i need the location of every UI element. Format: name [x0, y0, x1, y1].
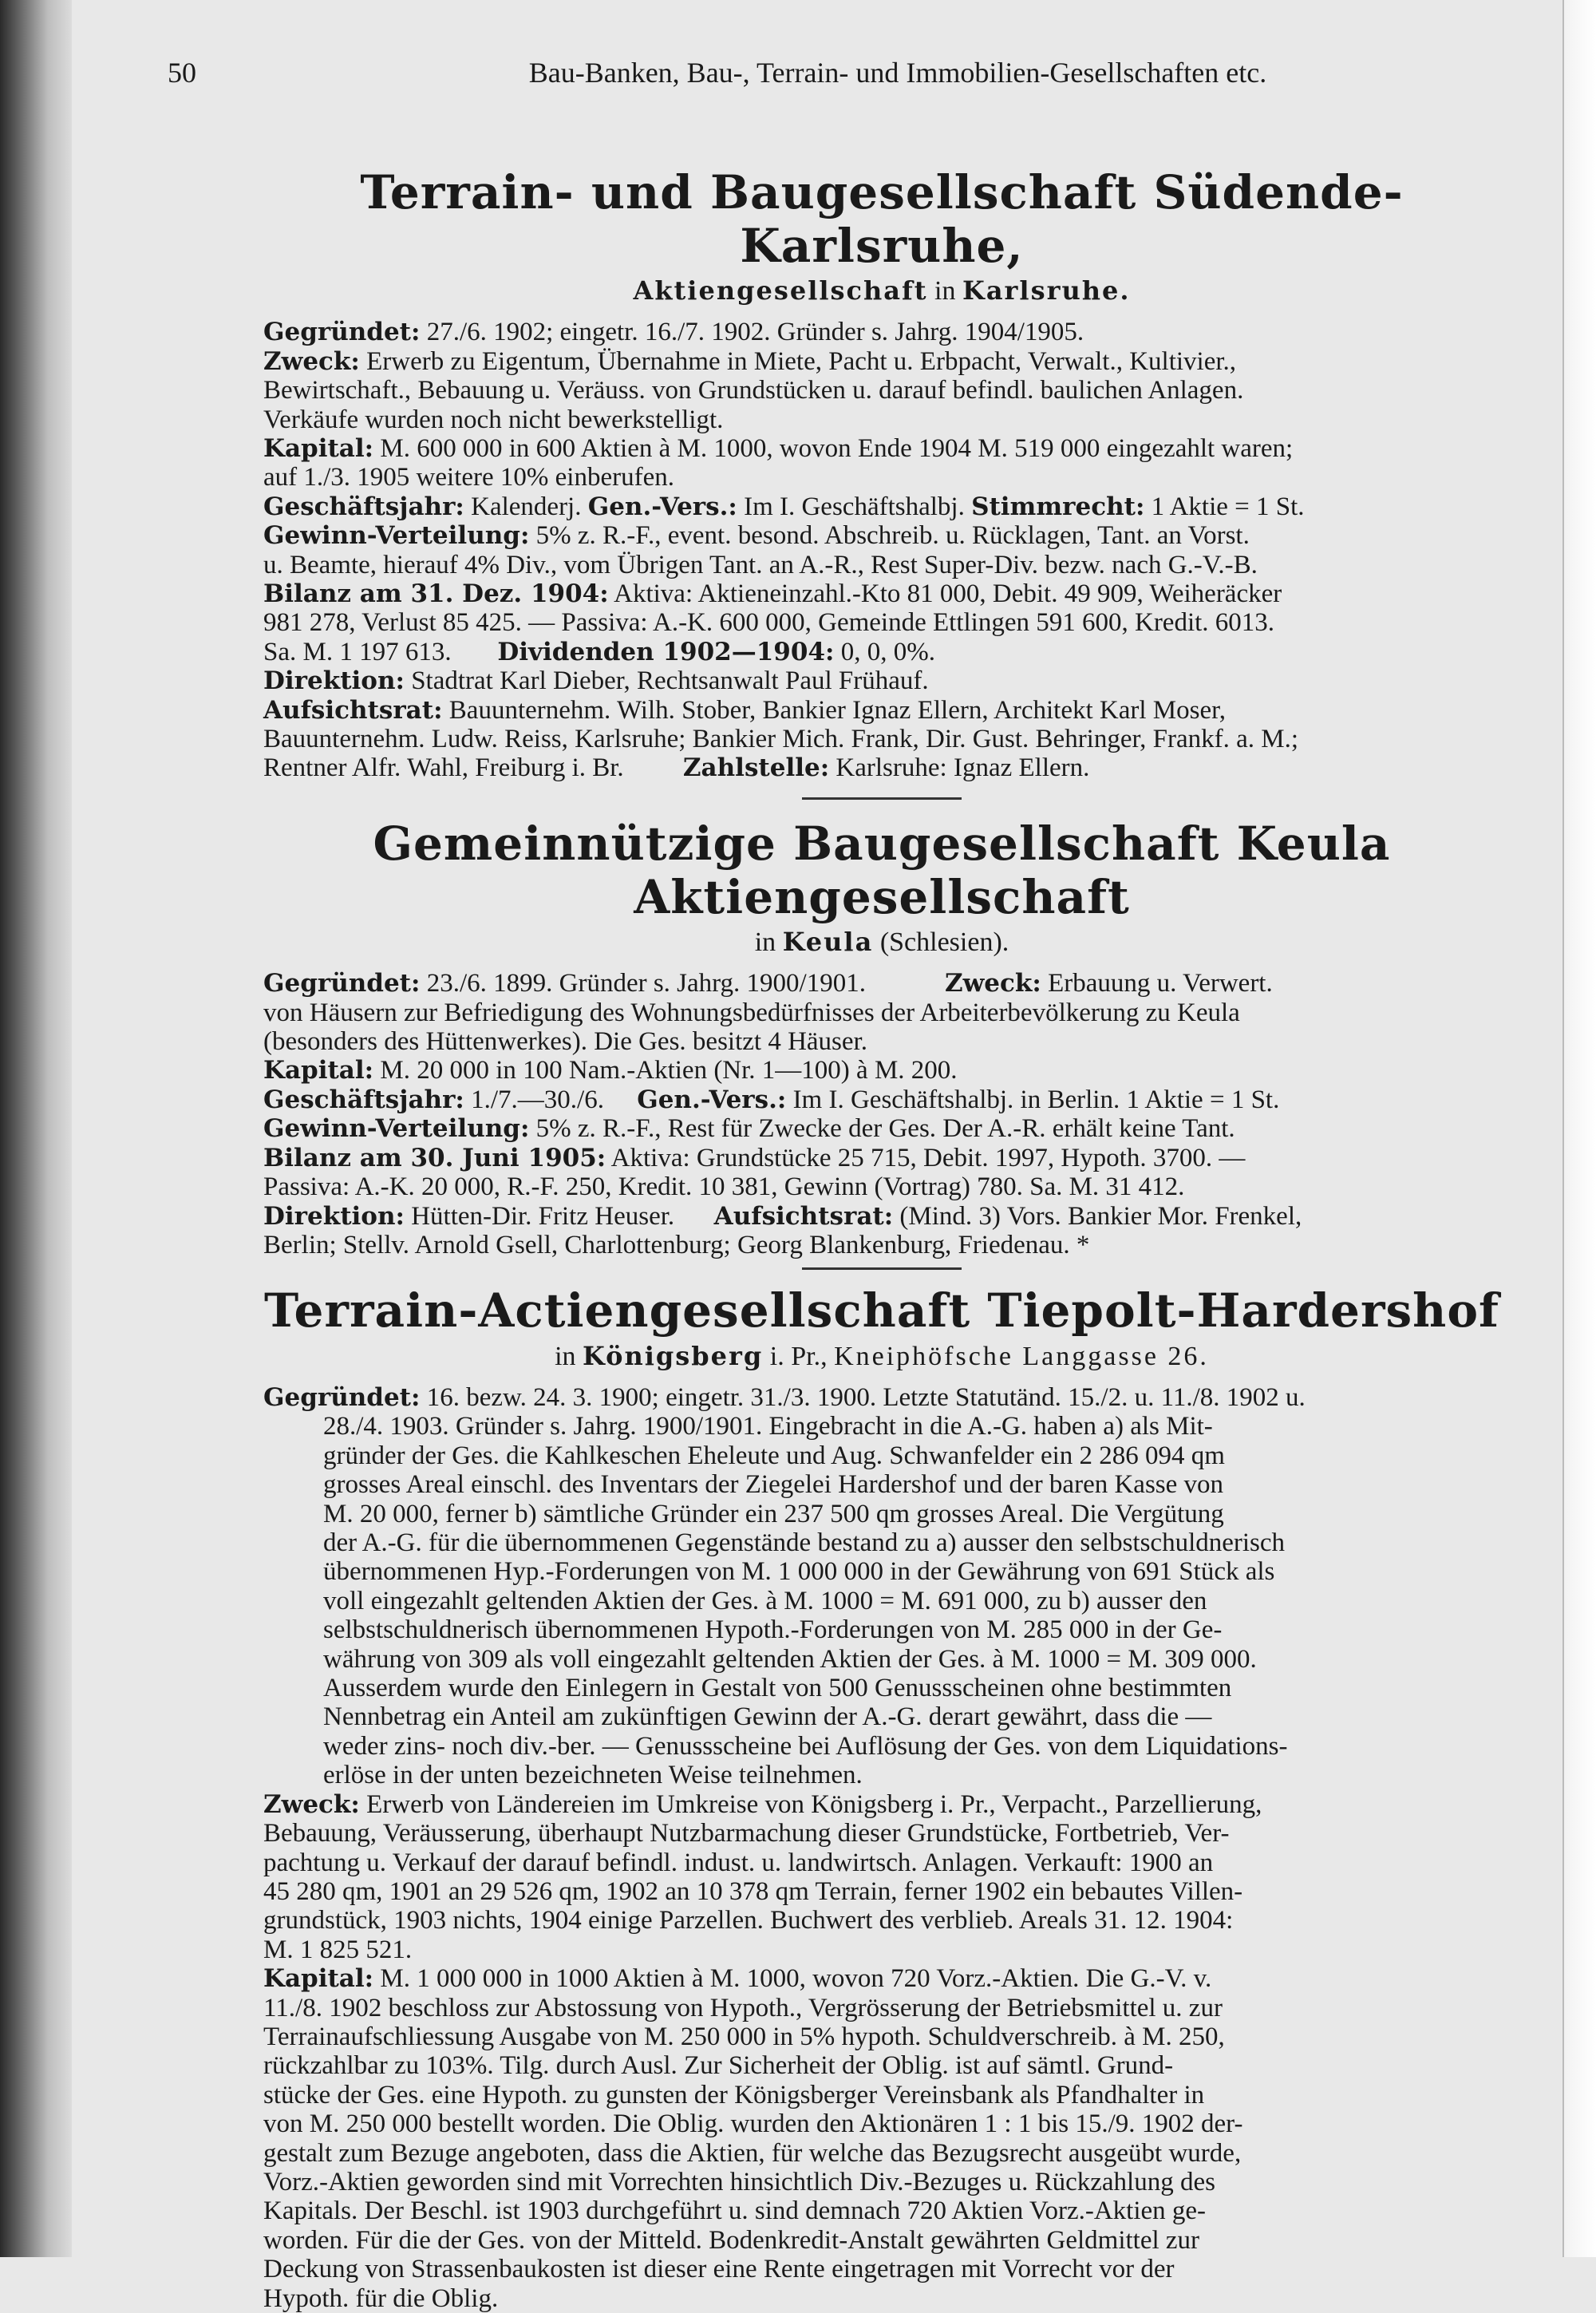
- label-direktion: Direktion:: [263, 1201, 405, 1231]
- entry1-company-type: Aktiengesellschaft: [633, 275, 928, 306]
- entry3-text-line: Kapitals. Der Beschl. ist 1903 durchgeführt u. sind demnach 720 Aktien Vorz.-Aktien ge-: [263, 2196, 1207, 2226]
- entry1-profit: [263, 521, 1500, 550]
- text: Aktiva: Grundstücke 25 715, Debit. 1997, Hypoth. 3700. —: [610, 1143, 1246, 1172]
- entry3-text-line: 28./4. 1903. Gründer s. Jahrg. 1900/1901. Eingebracht in die A.-G. haben a) als Mit-: [323, 1412, 1213, 1441]
- entry3-text-line: voll eingezahlt geltenden Aktien der Ges. à M. 1000 = M. 691 000, zu b) ausser den: [323, 1586, 1207, 1615]
- entry3-subtitle: [263, 1341, 1500, 1372]
- label-aufsichtsrat: Aufsichtsrat:: [713, 1201, 894, 1231]
- text: 5% z. R.-F., event. besond. Abschreib. u. Rücklagen, Tant. an Vorst.: [535, 521, 1250, 551]
- text: Hütten-Dir. Fritz Heuser.: [411, 1201, 675, 1231]
- text: M. 20 000 in 100 Nam.-Aktien (Nr. 1—100) à M. 200.: [380, 1056, 958, 1085]
- text: Im I. Geschäftshalbj.: [744, 492, 965, 521]
- entry1-text-line: Verkäufe wurden noch nicht bewerkstelligt.: [263, 405, 724, 434]
- entry3-text-line: grundstück, 1903 nichts, 1904 einige Parzellen. Buchwert des verblieb. Areals 31. 12. 1904:: [263, 1906, 1234, 1935]
- entry2-region: (Schlesien).: [879, 927, 1009, 958]
- label-kapital: Kapital:: [263, 434, 374, 463]
- entry1-text-line: Bewirtschaft., Bebauung u. Veräuss. von Grundstücken u. darauf befindl. baulichen Anlagen.: [263, 376, 1244, 405]
- entry3-text-line: von M. 250 000 bestellt worden. Die Oblig. wurden den Aktionären 1 : 1 bis 15./9. 1902 der-: [263, 2109, 1243, 2139]
- label-kapital: Kapital:: [263, 1056, 374, 1085]
- label-gewinn-verteilung: Gewinn-Verteilung:: [263, 521, 530, 551]
- label-gegruendet: Gegründet:: [263, 318, 421, 347]
- entry2-text-line: (besonders des Hüttenwerkes). Die Ges. besitzt 4 Häuser.: [263, 1027, 867, 1057]
- label-gen-vers: Gen.-Vers.:: [637, 1085, 787, 1114]
- text: M. 1 000 000 in 1000 Aktien à M. 1000, wovon 720 Vorz.-Aktien. Die G.-V. v.: [380, 1964, 1212, 1994]
- entry2-profit: [263, 1114, 1500, 1143]
- document-page: [168, 56, 1500, 2313]
- entry3-text-line: Deckung von Strassenbaukosten ist dieser eine Rente eingetragen mit Vorrecht vor der: [263, 2255, 1175, 2284]
- entry3-text-line: gründer der Ges. die Kahlkeschen Eheleute und Aug. Schwanfelder ein 2 286 094 qm: [323, 1441, 1225, 1470]
- entry2-founded: [263, 969, 1500, 998]
- section-divider: [802, 1267, 962, 1270]
- text: Im I. Geschäftshalbj. in Berlin. 1 Aktie = 1 St.: [792, 1085, 1280, 1114]
- entry3-text-line: pachtung u. Verkauf der darauf befindl. indust. u. landwirtsch. Anlagen. Verkauft: 1900 an: [263, 1848, 1214, 1877]
- label-zahlstelle: Zahlstelle:: [682, 753, 830, 783]
- entry2-title: Gemeinnützige Baugesellschaft Keula Aktiengesellschaft: [373, 816, 1391, 924]
- entry3-text-line: erlöse in der unten bezeichneten Weise teilnehmen.: [323, 1761, 863, 1790]
- entry3-text-line: Hypoth. für die Oblig.: [263, 2283, 499, 2313]
- text: 16. bezw. 24. 3. 1900; eingetr. 31./3. 1900. Letzte Statutänd. 15./2. u. 11./8. 1902 u.: [426, 1383, 1306, 1412]
- text: 23./6. 1899. Gründer s. Jahrg. 1900/1901.: [426, 969, 866, 998]
- entry1-fiscal: [263, 492, 1500, 521]
- label-direktion: Direktion:: [263, 666, 405, 696]
- entry3-text-line: M. 20 000, ferner b) sämtliche Gründer ein 237 500 qm grosses Areal. Die Vergütung: [323, 1499, 1224, 1528]
- label-gewinn-verteilung: Gewinn-Verteilung:: [263, 1114, 530, 1144]
- entry3-address: Kneiphöfsche Langgasse 26.: [834, 1342, 1209, 1371]
- entry3-text-line: 11./8. 1902 beschloss zur Abstossung von Hypoth., Vergrösserung der Betriebsmittel u. zur: [263, 1993, 1223, 2022]
- entry1-in: in: [934, 276, 956, 306]
- entry3-text-line: weder zins- noch div.-ber. — Genussscheine bei Auflösung der Ges. von dem Liquidations-: [323, 1731, 1288, 1761]
- entry3-region: i. Pr.,: [769, 1342, 828, 1371]
- entry1-text-line: u. Beamte, hierauf 4% Div., vom Übrigen Tant. an A.-R., Rest Super-Div. bezw. nach G.-V.-B.: [263, 550, 1258, 579]
- entry3-title: Terrain-Actiengesellschaft Tiepolt-Hardershof: [264, 1283, 1499, 1338]
- entry3-text-line: stücke der Ges. eine Hypoth. zu gunsten der Königsberger Vereinsbank als Pfandhalter in: [263, 2080, 1205, 2109]
- entry2-capital: [263, 1056, 1500, 1085]
- entry1-capital: [263, 434, 1500, 463]
- text: Kalenderj.: [471, 492, 582, 521]
- label-geschaeftsjahr: Geschäftsjahr:: [263, 1085, 464, 1114]
- entry3-text-line: der A.-G. für die übernommenen Gegenstände bestand zu a) ausser den selbstschuldnerisch: [323, 1528, 1286, 1558]
- text: Karlsruhe: Ignaz Ellern.: [836, 753, 1090, 783]
- label-dividenden: Dividenden 1902—1904:: [497, 637, 835, 666]
- entry1-paying-agent: [263, 753, 1500, 782]
- entry2-fiscal: [263, 1085, 1500, 1114]
- entry1-balance: [263, 579, 1500, 608]
- running-header: [168, 56, 1500, 89]
- entry3-text-line: selbstschuldnerisch übernommenen Hypoth.-Forderungen von M. 285 000 in der Ge-: [323, 1615, 1223, 1645]
- text: Erbauung u. Verwert.: [1048, 969, 1273, 998]
- entry3-text-line: gestalt zum Bezuge angeboten, dass die Aktien, für welche das Bezugsrecht ausgeübt wurde,: [263, 2138, 1242, 2168]
- entry3-text-line: Terrainaufschliessung Ausgabe von M. 250 000 in 5% hypoth. Schuldverschreib. à M. 250,: [263, 2022, 1225, 2051]
- text: 5% z. R.-F., Rest für Zwecke der Ges. Der A.-R. erhält keine Tant.: [535, 1114, 1235, 1144]
- entry3-text-line: rückzahlbar zu 103%. Tilg. durch Ausl. Zur Sicherheit der Oblig. ist auf sämtl. Grund-: [263, 2051, 1174, 2081]
- text: Rentner Alfr. Wahl, Freiburg i. Br.: [263, 753, 624, 783]
- entry3-text-line: Ausserdem wurde den Einlegern in Gestalt von 500 Genussscheinen ohne bestimmten: [323, 1674, 1232, 1703]
- entry1-founded: [263, 318, 1500, 346]
- entry1-text-line: auf 1./3. 1905 weitere 10% einberufen.: [263, 463, 674, 492]
- label-aufsichtsrat: Aufsichtsrat:: [263, 695, 443, 725]
- entry2-in: in: [754, 927, 776, 958]
- text: Aktiva: Aktieneinzahl.-Kto 81 000, Debit. 49 909, Weiheräcker: [614, 579, 1282, 609]
- entry3-text-line: Bebauung, Veräusserung, überhaupt Nutzbarmachung dieser Grundstücke, Fortbetrieb, Ver-: [263, 1819, 1230, 1848]
- entry3-text-line: grosses Areal einschl. des Inventars der Ziegelei Hardershof und der baren Kasse von: [323, 1470, 1224, 1500]
- entry3-text-line: übernommenen Hyp.-Forderungen von M. 1 000 000 in der Gewährung von 691 Stück als: [323, 1557, 1275, 1587]
- entry3-city: Königsberg: [583, 1341, 764, 1371]
- entry3-text-line: worden. Für die der Ges. von der Mitteld. Bodenkredit-Anstalt gewährten Geldmittel zur: [263, 2225, 1200, 2255]
- entry1-city: Karlsruhe.: [962, 275, 1131, 306]
- text: 1 Aktie = 1 St.: [1151, 492, 1305, 521]
- entry1-purpose: [263, 347, 1500, 376]
- label-zweck: Zweck:: [263, 346, 360, 376]
- entry2-board: [263, 1202, 1500, 1231]
- label-gegruendet: Gegründet:: [263, 969, 421, 998]
- label-gen-vers: Gen.-Vers.:: [587, 492, 737, 521]
- text: Erwerb zu Eigentum, Übernahme in Miete, Pacht u. Erbpacht, Verwalt., Kultivier.,: [366, 346, 1237, 376]
- label-geschaeftsjahr: Geschäftsjahr:: [263, 492, 464, 521]
- entry1-board: [263, 666, 1500, 695]
- entry3-text-line: Vorz.-Aktien geworden sind mit Vorrechten hinsichtlich Div.-Bezuges u. Rückzahlung des: [263, 2167, 1215, 2196]
- text: M. 600 000 in 600 Aktien à M. 1000, wovon Ende 1904 M. 519 000 eingezahlt waren;: [380, 434, 1294, 463]
- entry2-text-line: Berlin; Stellv. Arnold Gsell, Charlottenburg; Georg Blankenburg, Friedenau. *: [263, 1230, 1090, 1259]
- text: 1./7.—30./6.: [471, 1085, 604, 1114]
- entry2-balance: [263, 1144, 1500, 1172]
- entry3-capital: [263, 1964, 1500, 1993]
- entry1-title: Terrain- und Baugesellschaft Südende-Karlsruhe,: [360, 165, 1404, 273]
- entry3-text-line: währung von 309 als voll eingezahlt geltenden Aktien der Ges. à M. 1000 = M. 309 000.: [323, 1644, 1257, 1674]
- label-bilanz: Bilanz am 30. Juni 1905:: [263, 1143, 606, 1172]
- entry1-text-line: 981 278, Verlust 85 425. — Passiva: A.-K. 600 000, Gemeinde Ettlingen 591 600, Kredit. 6013.: [263, 608, 1275, 638]
- entry3-text-line: 45 280 qm, 1901 an 29 526 qm, 1902 an 10 378 qm Terrain, ferner 1902 ein bebautes Villen-: [263, 1876, 1243, 1906]
- entry3-purpose: [263, 1790, 1500, 1819]
- text: (Mind. 3) Vors. Bankier Mor. Frenkel,: [899, 1201, 1302, 1231]
- entry2-city: Keula: [782, 927, 874, 958]
- entry3-text-line: M. 1 825 521.: [263, 1935, 413, 1964]
- text: Erwerb von Ländereien im Umkreise von Königsberg i. Pr., Verpacht., Parzellierung,: [366, 1789, 1262, 1819]
- entry1-text-line: Bauunternehm. Ludw. Reiss, Karlsruhe; Bankier Mich. Frank, Dir. Gust. Behringer, Frankf. a. M.;: [263, 725, 1299, 754]
- entry2-text-line: Passiva: A.-K. 20 000, R.-F. 250, Kredit. 10 381, Gewinn (Vortrag) 780. Sa. M. 31 412.: [263, 1172, 1185, 1202]
- text: 27./6. 1902; eingetr. 16./7. 1902. Gründer s. Jahrg. 1904/1905.: [426, 318, 1084, 347]
- entry1-supervisory: [263, 696, 1500, 725]
- text: Stadtrat Karl Dieber, Rechtsanwalt Paul Frühauf.: [411, 666, 929, 696]
- entry3-founded: [263, 1383, 1500, 1412]
- entry2-subtitle: [263, 927, 1500, 958]
- entry3-in: in: [555, 1342, 576, 1371]
- entry1-subtitle: [263, 275, 1500, 306]
- page-number: 50: [168, 57, 196, 89]
- label-bilanz: Bilanz am 31. Dez. 1904:: [263, 579, 609, 609]
- text: 0, 0, 0%.: [840, 637, 935, 666]
- entry1-dividends: [263, 638, 1500, 666]
- label-gegruendet: Gegründet:: [263, 1383, 421, 1412]
- entry2-text-line: von Häusern zur Befriedigung des Wohnungsbedürfnisses der Arbeiterbevölkerung zu Keula: [263, 998, 1240, 1027]
- text: Sa. M. 1 197 613.: [263, 637, 452, 666]
- book-gutter-shadow: [0, 0, 72, 2257]
- page-edge: [1562, 0, 1596, 2257]
- label-kapital: Kapital:: [263, 1964, 374, 1994]
- label-zweck: Zweck:: [944, 969, 1041, 998]
- text: Bauunternehm. Wilh. Stober, Bankier Ignaz Ellern, Architekt Karl Moser,: [448, 695, 1227, 725]
- entry3-text-line: Nennbetrag ein Anteil am zukünftigen Gewinn der A.-G. derart gewährt, dass die —: [323, 1702, 1212, 1732]
- section-divider: [802, 797, 962, 800]
- label-stimmrecht: Stimmrecht:: [971, 492, 1145, 521]
- label-zweck: Zweck:: [263, 1789, 360, 1819]
- running-title: Bau-Banken, Bau-, Terrain- und Immobilien-Gesellschaften etc.: [528, 57, 1267, 89]
